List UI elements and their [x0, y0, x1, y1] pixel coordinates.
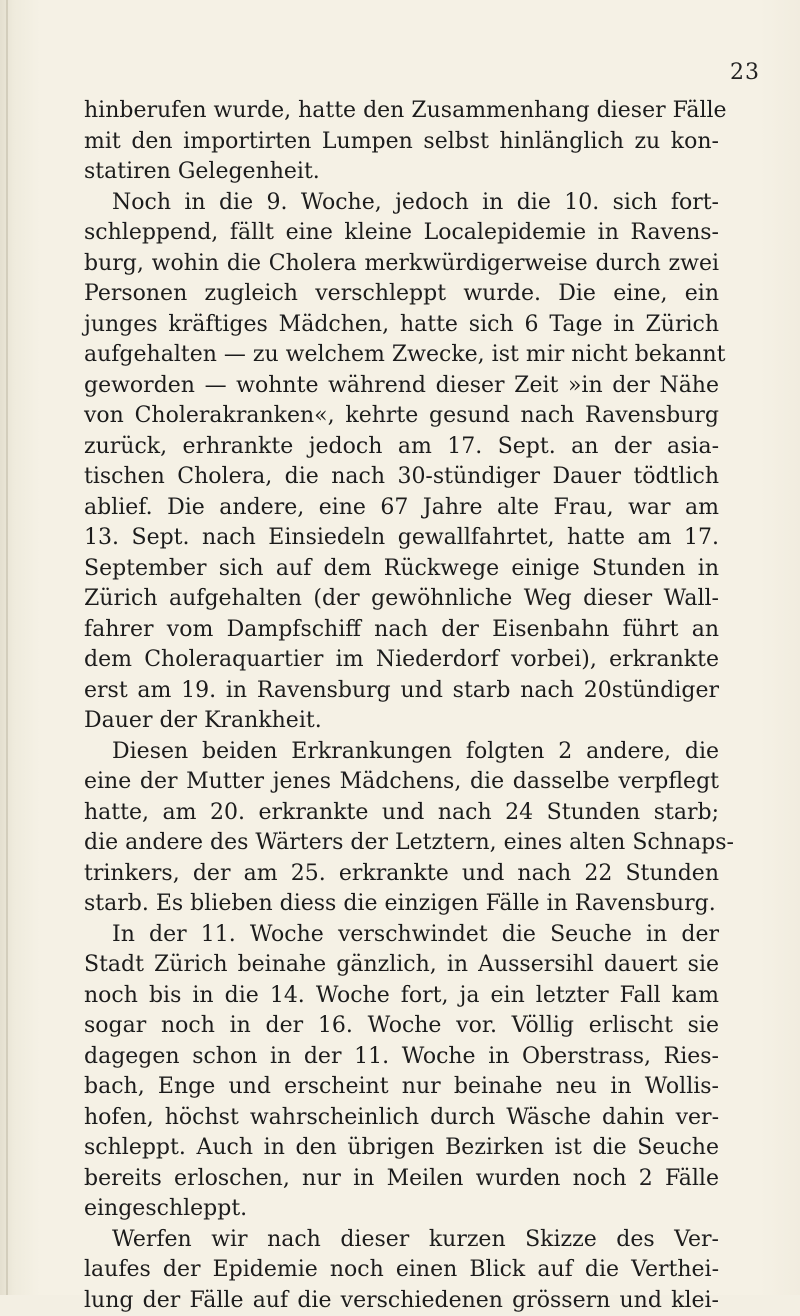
binding-edge	[6, 0, 8, 1295]
text-line: aufgehalten — zu welchem Zwecke, ist mir nicht bekannt	[84, 340, 719, 371]
text-line: September sich auf dem Rückwege einige Stunden in	[84, 554, 719, 585]
text-line: schleppend, fällt eine kleine Localepidemie in Ravens-	[84, 218, 719, 249]
text-line: ablief. Die andere, eine 67 Jahre alte Frau, war am	[84, 493, 719, 524]
body-text	[84, 96, 719, 1316]
text-line: Diesen beiden Erkrankungen folgten 2 andere, die	[84, 737, 719, 768]
text-line: sogar noch in der 16. Woche vor. Völlig erlischt sie	[84, 1011, 719, 1042]
text-line: Noch in die 9. Woche, jedoch in die 10. sich fort-	[84, 188, 719, 219]
text-line: Stadt Zürich beinahe gänzlich, in Aussersihl dauert sie	[84, 950, 719, 981]
text-line: hinberufen wurde, hatte den Zusammenhang dieser Fälle	[84, 96, 719, 127]
text-line: bereits erloschen, nur in Meilen wurden noch 2 Fälle	[84, 1164, 719, 1195]
text-line: Personen zugleich verschleppt wurde. Die eine, ein	[84, 279, 719, 310]
text-line: geworden — wohnte während dieser Zeit »in der Nähe	[84, 371, 719, 402]
text-line: burg, wohin die Cholera merkwürdigerweise durch zwei	[84, 249, 719, 280]
text-line: Zürich aufgehalten (der gewöhnliche Weg dieser Wall-	[84, 584, 719, 615]
text-line: erst am 19. in Ravensburg und starb nach 20stündiger	[84, 676, 719, 707]
text-line: trinkers, der am 25. erkrankte und nach 22 Stunden	[84, 859, 719, 890]
text-line: Werfen wir nach dieser kurzen Skizze des Ver-	[84, 1225, 719, 1256]
text-line: 13. Sept. nach Einsiedeln gewallfahrtet, hatte am 17.	[84, 523, 719, 554]
text-line: mit den importirten Lumpen selbst hinlänglich zu kon-	[84, 127, 719, 158]
text-line: Dauer der Krankheit.	[84, 706, 719, 737]
text-line: bach, Enge und erscheint nur beinahe neu in Wollis-	[84, 1072, 719, 1103]
text-line: die andere des Wärters der Letztern, eines alten Schnaps-	[84, 828, 719, 859]
text-line: zurück, erhrankte jedoch am 17. Sept. an der asia-	[84, 432, 719, 463]
text-line: statiren Gelegenheit.	[84, 157, 719, 188]
text-line: hofen, höchst wahrscheinlich durch Wäsche dahin ver-	[84, 1103, 719, 1134]
page-number: 23	[730, 60, 760, 85]
text-line: von Cholerakranken«, kehrte gesund nach Ravensburg	[84, 401, 719, 432]
text-line: junges kräftiges Mädchen, hatte sich 6 Tage in Zürich	[84, 310, 719, 341]
text-line: laufes der Epidemie noch einen Blick auf die Verthei-	[84, 1255, 719, 1286]
text-line: tischen Cholera, die nach 30-stündiger Dauer tödtlich	[84, 462, 719, 493]
text-line: In der 11. Woche verschwindet die Seuche in der	[84, 920, 719, 951]
text-line: starb. Es blieben diess die einzigen Fälle in Ravensburg.	[84, 889, 719, 920]
text-line: hatte, am 20. erkrankte und nach 24 Stunden starb;	[84, 798, 719, 829]
text-line: noch bis in die 14. Woche fort, ja ein letzter Fall kam	[84, 981, 719, 1012]
text-line: eine der Mutter jenes Mädchens, die dasselbe verpflegt	[84, 767, 719, 798]
text-line: schleppt. Auch in den übrigen Bezirken ist die Seuche	[84, 1133, 719, 1164]
text-line: dagegen schon in der 11. Woche in Oberstrass, Ries-	[84, 1042, 719, 1073]
text-line: lung der Fälle auf die verschiedenen grössern und klei-	[84, 1286, 719, 1316]
text-line: eingeschleppt.	[84, 1194, 719, 1225]
text-line: dem Choleraquartier im Niederdorf vorbei), erkrankte	[84, 645, 719, 676]
text-line: fahrer vom Dampfschiff nach der Eisenbahn führt an	[84, 615, 719, 646]
